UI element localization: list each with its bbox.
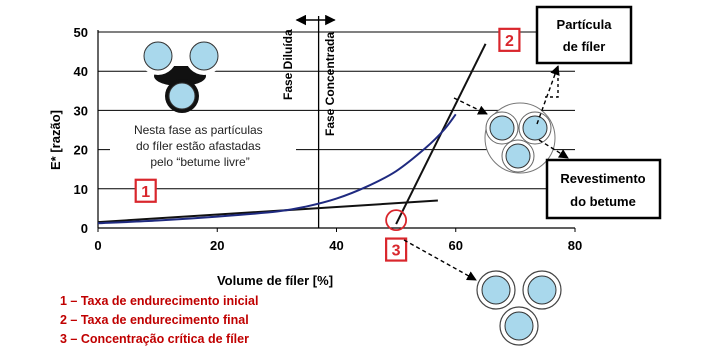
- arrow-cluster-to-particle-box: [537, 66, 558, 124]
- phase-label-diluted: Fase Diluída: [281, 29, 295, 100]
- annotation-line-3: pelo “betume livre”: [150, 155, 250, 169]
- x-tick-label: 80: [567, 238, 583, 253]
- y-tick-label: 40: [73, 64, 88, 80]
- arrow-curve-to-cluster: [454, 98, 487, 114]
- box-coating-line-1: Revestimento: [560, 171, 646, 186]
- legend-item-3: 3 – Concentração crítica de fíler: [60, 332, 249, 346]
- y-tick-label: 50: [73, 25, 88, 40]
- annotation-line-2: do fíler estão afastadas: [135, 139, 261, 153]
- y-tick-label: 10: [73, 181, 88, 197]
- annotation-line-1: Nesta fase as partículas: [133, 123, 263, 137]
- box-particle-label: [537, 7, 631, 63]
- x-tick-label: 40: [329, 238, 344, 253]
- particle-cluster-critical: [477, 271, 561, 345]
- box-coating-line-2: do betume: [570, 194, 636, 209]
- legend-item-2: 2 – Taxa de endurecimento final: [60, 313, 249, 327]
- marker-label-3: 3: [391, 242, 401, 260]
- box-coating-label: [547, 160, 660, 218]
- phase-label-concentrated: Fase Concentrada: [323, 31, 337, 136]
- annotation-text: [134, 123, 266, 169]
- y-tick-label: 20: [73, 142, 88, 158]
- x-tick-label: 60: [448, 238, 463, 253]
- box-particle-line-2: de fíler: [562, 39, 606, 54]
- y-axis-title: E* [razão]: [48, 110, 63, 170]
- y-tick-labels: [74, 25, 88, 236]
- x-tick-label: 20: [210, 238, 225, 253]
- x-axis-title: Volume de fíler [%]: [216, 273, 334, 288]
- arrow-critical-to-cluster: [404, 240, 476, 280]
- y-tick-label: 30: [73, 103, 88, 119]
- marker-label-1: 1: [141, 183, 151, 201]
- particle-cluster-concentrated: [485, 103, 555, 173]
- legend-item-1: 1 – Taxa de endurecimento inicial: [60, 294, 259, 308]
- y-tick-label: 0: [80, 221, 88, 236]
- box-particle-line-1: Partícula: [556, 17, 612, 32]
- marker-label-2: 2: [504, 32, 514, 50]
- dashed-arrows: [404, 66, 568, 280]
- critical-point-circle: [386, 210, 406, 230]
- particle-cluster-diluted: [139, 37, 223, 113]
- x-tick-labels: [94, 228, 582, 253]
- x-tick-label: 0: [94, 238, 102, 253]
